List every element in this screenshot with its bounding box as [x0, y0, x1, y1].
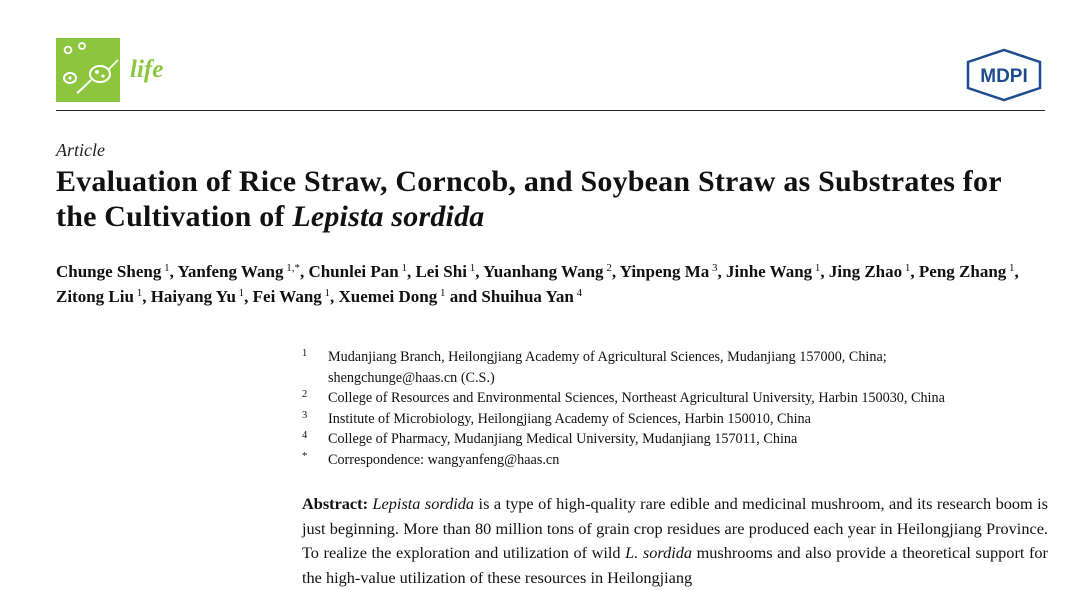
affiliation-item: [302, 388, 1052, 409]
affiliation-item: [302, 347, 1052, 388]
author: [339, 287, 446, 306]
journal-name: life: [130, 56, 164, 83]
author-affiliation-mark: 1: [398, 262, 407, 274]
affiliation-text: College of Pharmacy, Mudanjiang Medical University, Mudanjiang 157011, China: [328, 431, 798, 447]
affiliation-text: shengchunge@haas.cn (C.S.): [328, 369, 495, 386]
author-separator: and: [445, 287, 482, 306]
author: [726, 262, 820, 281]
mdpi-publisher-logo: [962, 48, 1046, 102]
author-separator: ,: [406, 262, 416, 281]
article-type: Article: [56, 140, 105, 160]
author: [481, 287, 582, 306]
author: [56, 262, 170, 281]
author-name: Zitong Liu: [56, 287, 134, 306]
author-affiliation-mark: 4: [573, 287, 583, 299]
author-separator: ,: [142, 287, 151, 306]
author: [415, 262, 475, 281]
author: [483, 262, 612, 281]
author-affiliation-mark: 1: [1006, 262, 1015, 274]
author: [56, 287, 142, 306]
author-separator: ,: [820, 262, 829, 281]
author-affiliation-mark: 1: [133, 287, 143, 299]
author-affiliation-mark: 1: [812, 262, 821, 274]
author-name: Lei Shi: [415, 262, 467, 281]
author-affiliation-mark: 1: [437, 287, 446, 299]
author-name: Jing Zhao: [828, 262, 903, 281]
abstract-text: is a type of high-quality rare edible and medicinal mushroom, and its research boom is just beginning. More than 80 million tons of grain crop residues are produced each year in Heilongjiang Province. To realize the exploration and utilization of wild: [302, 494, 1048, 562]
affiliation-item: [302, 450, 1052, 471]
author-separator: ,: [299, 262, 309, 281]
author: [829, 262, 910, 281]
author-list: [56, 259, 1046, 309]
affiliation-text: Mudanjiang Branch, Heilongjiang Academy of Agricultural Sciences, Mudanjiang 157000, China;: [328, 349, 887, 365]
author: [620, 262, 718, 281]
author-name: Chunge Sheng: [56, 262, 162, 281]
abstract-label: Abstract:: [302, 494, 369, 513]
author-affiliation-mark: 1: [466, 262, 476, 274]
affiliation-mark: 4: [302, 430, 308, 441]
author-separator: ,: [475, 262, 484, 281]
publisher-name: MDPI: [980, 66, 1028, 87]
affiliation-mark: 1: [302, 348, 308, 359]
author: [253, 287, 330, 306]
author-affiliation-mark: 2: [603, 262, 612, 274]
author-name: Yanfeng Wang: [177, 262, 284, 281]
article-title: [56, 164, 1046, 234]
author: [308, 262, 406, 281]
author-separator: ,: [244, 287, 253, 306]
abstract-species-name: L. sordida: [625, 543, 693, 562]
author-name: Peng Zhang: [918, 262, 1007, 281]
affiliation-text: Institute of Microbiology, Heilongjiang Academy of Sciences, Harbin 150010, China: [328, 410, 811, 427]
author-name: Haiyang Yu: [150, 287, 236, 306]
author-name: Fei Wang: [252, 287, 322, 306]
author: [151, 287, 244, 306]
author-name: Chunlei Pan: [308, 262, 399, 281]
author-separator: ,: [717, 262, 727, 281]
affiliation-text: College of Resources and Environmental Sciences, Northeast Agricultural University, Harbin 150030, China: [328, 390, 945, 406]
author-name: Yinpeng Ma: [619, 262, 710, 281]
affiliation-mark: *: [302, 450, 308, 462]
author-separator: ,: [611, 262, 620, 281]
author-affiliation-mark: 3: [709, 262, 718, 274]
header-divider: [56, 110, 1045, 111]
author-separator: ,: [330, 287, 339, 306]
author-affiliation-mark: 1: [902, 262, 911, 274]
author-affiliation-mark: 1: [235, 287, 245, 299]
author: [919, 262, 1015, 281]
abstract-text: mushrooms and also provide a theoretical support for the high-value utilization of these resources in Heilongjiang: [302, 543, 1048, 587]
affiliation-mark: 2: [302, 389, 308, 400]
affiliation-item: [302, 409, 1052, 430]
author-separator: ,: [169, 262, 178, 281]
author-affiliation-mark: 1: [161, 262, 170, 274]
author-separator: ,: [1014, 262, 1019, 281]
abstract-species-name: Lepista sordida: [372, 494, 475, 513]
affiliation-text: Correspondence: wangyanfeng@haas.cn: [328, 451, 560, 468]
author-affiliation-mark: 1,*: [283, 262, 300, 274]
title-text: Evaluation of Rice Straw, Corncob, and Soybean Straw as Substrates for the Cultivation of: [56, 165, 1002, 233]
author-separator: ,: [910, 262, 919, 281]
author-name: Xuemei Dong: [338, 287, 438, 306]
affiliation-mark: 3: [302, 409, 308, 421]
life-journal-logo-icon: [56, 38, 120, 102]
author-name: Jinhe Wang: [726, 262, 813, 281]
author: [177, 262, 299, 281]
abstract: [302, 492, 1048, 590]
affiliation-item: [302, 429, 1052, 450]
title-species: Lepista sordida: [292, 200, 485, 233]
author-name: Shuihua Yan: [481, 287, 574, 306]
author-affiliation-mark: 1: [321, 287, 331, 299]
author-name: Yuanhang Wang: [483, 262, 604, 281]
affiliation-list: [302, 347, 1052, 470]
